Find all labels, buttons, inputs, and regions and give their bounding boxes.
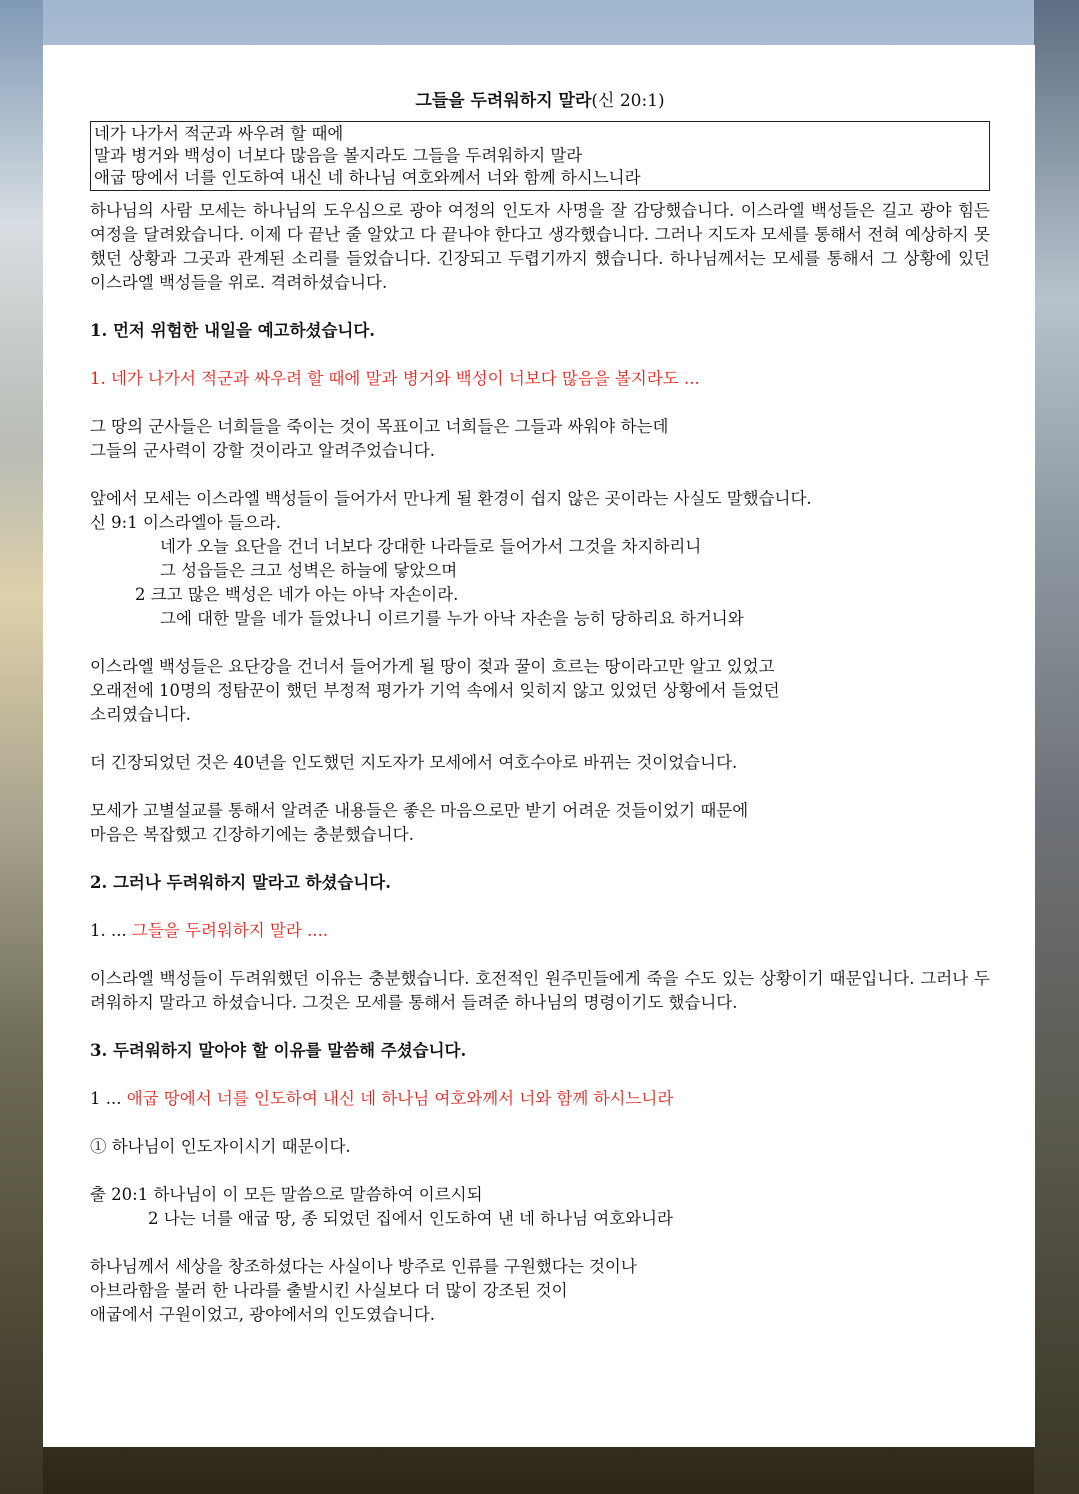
section1-para3-line: 소리였습니다. (90, 705, 191, 724)
section1-para5-line: 마음은 복잡했고 긴장하기에는 충분했습니다. (90, 825, 414, 844)
section1-verse: 1. 네가 나가서 적군과 싸우려 할 때에 말과 병거와 백성이 너보다 많음을 볼지라도 ... (90, 369, 700, 388)
section3-para1-line: 하나님께서 세상을 창조하셨다는 사실이나 방주로 인류를 구원했다는 것이나 (90, 1257, 637, 1276)
section1-para3-line: 이스라엘 백성들은 요단강을 건너서 들어가게 될 땅이 젖과 꿀이 흐르는 땅이라고만 알고 있었고 (90, 657, 775, 676)
document-content (90, 89, 990, 1327)
background-left (0, 0, 43, 1494)
section1-para1-line: 그들의 군사력이 강할 것이라고 알려주었습니다. (90, 441, 436, 460)
section3-verse-text: 애굽 땅에서 너를 인도하여 내신 네 하나님 여호와께서 너와 함께 하시느니라 (126, 1089, 674, 1108)
section1-para1-line: 그 땅의 군사들은 너희들을 죽이는 것이 목표이고 너희들은 그들과 싸워야 하는데 (90, 417, 669, 436)
section1-para2: 앞에서 모세는 이스라엘 백성들이 들어가서 만나게 될 환경이 쉽지 않은 곳이라는 사실도 말했습니다. (90, 489, 812, 508)
quote-line: 2 나는 너를 애굽 땅, 종 되었던 집에서 인도하여 낸 네 하나님 여호와니라 (148, 1209, 673, 1228)
page-title (90, 89, 990, 113)
section3-verse-prefix: 1 ... (90, 1089, 127, 1108)
section3-para1-line: 애굽에서 구원이었고, 광야에서의 인도였습니다. (90, 1305, 436, 1324)
section3-verse (90, 1087, 990, 1111)
quote-line: 2 크고 많은 백성은 네가 아는 아낙 자손이라. (135, 585, 459, 604)
quote-line: 신 9:1 이스라엘아 들으라. (90, 513, 281, 532)
title-main: 그들을 두려워하지 말라 (415, 91, 592, 111)
section2-para1: 이스라엘 백성들이 두려워했던 이유는 충분했습니다. 호전적인 원주민들에게 죽을 수도 있는 상황이기 때문입니다. 그러나 두려워하지 말라고 하셨습니다. 그것은 모세를 통해서 들려준 하나님의 명령이기도 했습니다. (90, 969, 990, 1012)
section3-point1: ① 하나님이 인도자이시기 때문이다. (90, 1137, 351, 1156)
verse-box-line: 네가 나가서 적군과 싸우려 할 때에 (94, 124, 344, 143)
intro-paragraph: 하나님의 사람 모세는 하나님의 도우심으로 광야 여정의 인도자 사명을 잘 감당했습니다. 이스라엘 백성들은 길고 광야 힘든 여정을 달려왔습니다. 이제 다 끝난 줄 알았고 다 끝나야 한다고 생각했습니다. 그러나 지도자 모세를 통해서 전혀 예상하지 못했던 상황과 그곳과 관계된 소리를 들었습니다. 긴장되고 두렵기까지 했습니다. 하나님께서는 모세를 통해서 그 상황에 있던 이스라엘 백성들을 위로. 격려하셨습니다. (90, 201, 990, 292)
verse-box (90, 121, 990, 191)
section2-heading: 2. 그러나 두려워하지 말라고 하셨습니다. (90, 873, 391, 892)
section1-para4: 더 긴장되었던 것은 40년을 인도했던 지도자가 모세에서 여호수아로 바뀌는 것이었습니다. (90, 753, 738, 772)
document-page (43, 45, 1035, 1447)
background-right (1034, 0, 1079, 1494)
quote-line: 그 성읍들은 크고 성벽은 하늘에 닿았으며 (160, 561, 458, 580)
quote-line: 네가 오늘 요단을 건너 너보다 강대한 나라들로 들어가서 그것을 차지하리니 (160, 537, 702, 556)
section1-para5-line: 모세가 고별설교를 통해서 알려준 내용들은 좋은 마음으로만 받기 어려운 것들이었기 때문에 (90, 801, 749, 820)
quote-line: 출 20:1 하나님이 이 모든 말씀으로 말씀하여 이르시되 (90, 1185, 483, 1204)
verse-box-line: 말과 병거와 백성이 너보다 많음을 볼지라도 그들을 두려워하지 말라 (94, 146, 583, 165)
section1-para3-line: 오래전에 10명의 정탐꾼이 했던 부정적 평가가 기억 속에서 잊히지 않고 있었던 상황에서 들었던 (90, 681, 780, 700)
section1-heading: 1. 먼저 위험한 내일을 예고하셨습니다. (90, 321, 376, 340)
section2-verse-text: 그들을 두려워하지 말라 .... (131, 921, 329, 940)
section2-verse-prefix: 1. ... (90, 921, 132, 940)
section2-verse (90, 919, 990, 943)
title-reference: (신 20:1) (591, 91, 665, 111)
verse-box-line: 애굽 땅에서 너를 인도하여 내신 네 하나님 여호와께서 너와 함께 하시느니라 (94, 168, 641, 187)
section3-para1-line: 아브라함을 불러 한 나라를 출발시킨 사실보다 더 많이 강조된 것이 (90, 1281, 568, 1300)
section3-heading: 3. 두려워하지 말아야 할 이유를 말씀해 주셨습니다. (90, 1041, 467, 1060)
quote-line: 그에 대한 말을 네가 들었나니 이르기를 누가 아낙 자손을 능히 당하리요 하거니와 (160, 609, 744, 628)
